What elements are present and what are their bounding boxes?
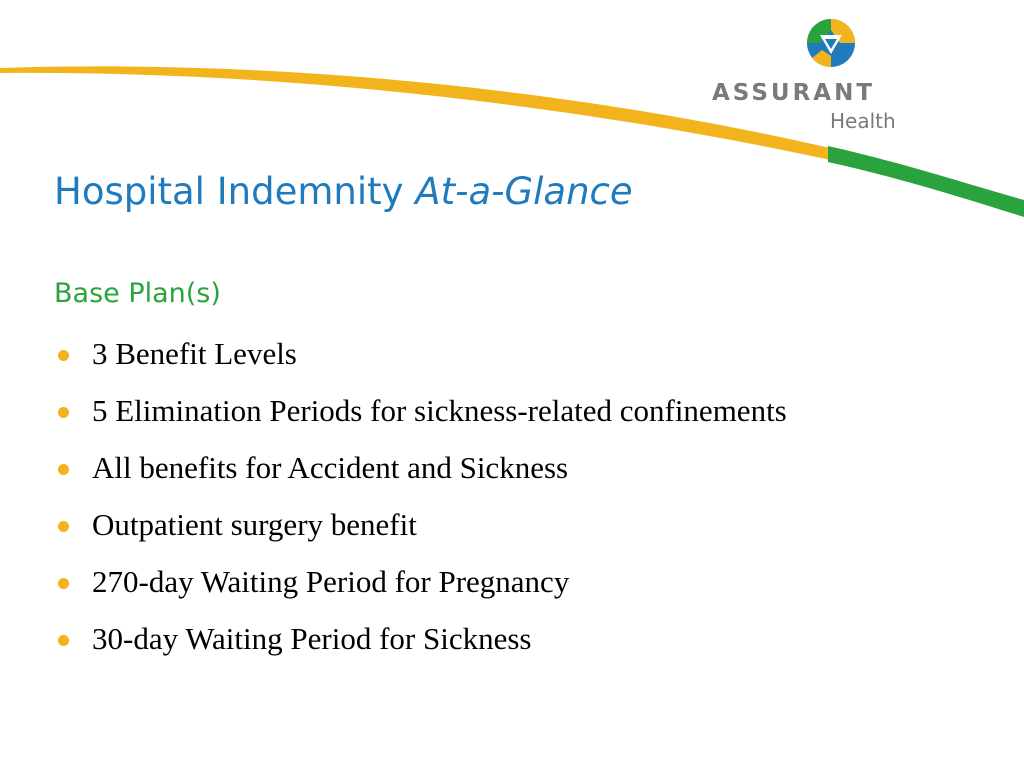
bullet-text: 5 Elimination Periods for sickness-related confinements (92, 393, 787, 428)
slide-title-emphasis: At-a-Glance (415, 170, 633, 213)
slide-title-main: Hospital Indemnity (54, 170, 416, 213)
bullet-dot-icon (58, 521, 69, 532)
bullet-item (54, 619, 794, 659)
bullet-text: All benefits for Accident and Sickness (92, 450, 569, 485)
section-subheading: Base Plan(s) (54, 278, 221, 309)
bullet-item (54, 448, 794, 488)
bullet-item (54, 391, 794, 431)
green-swoosh-stripe (828, 146, 1024, 217)
bullet-dot-icon (58, 578, 69, 589)
logo-subtext: Health (830, 109, 896, 133)
bullet-dot-icon (58, 464, 69, 475)
bullet-text: 3 Benefit Levels (92, 336, 297, 371)
bullet-item (54, 334, 794, 374)
bullet-dot-icon (58, 407, 69, 418)
logo-wordmark: ASSURANT (712, 80, 876, 106)
assurant-logo-mark-icon (806, 18, 856, 68)
slide-title (54, 170, 633, 213)
bullet-text: 270-day Waiting Period for Pregnancy (92, 564, 570, 599)
bullet-list (54, 334, 794, 676)
bullet-text: Outpatient surgery benefit (92, 507, 417, 542)
bullet-item (54, 505, 794, 545)
bullet-dot-icon (58, 350, 69, 361)
bullet-dot-icon (58, 635, 69, 646)
bullet-text: 30-day Waiting Period for Sickness (92, 621, 532, 656)
assurant-health-logo (706, 18, 916, 138)
bullet-item (54, 562, 794, 602)
